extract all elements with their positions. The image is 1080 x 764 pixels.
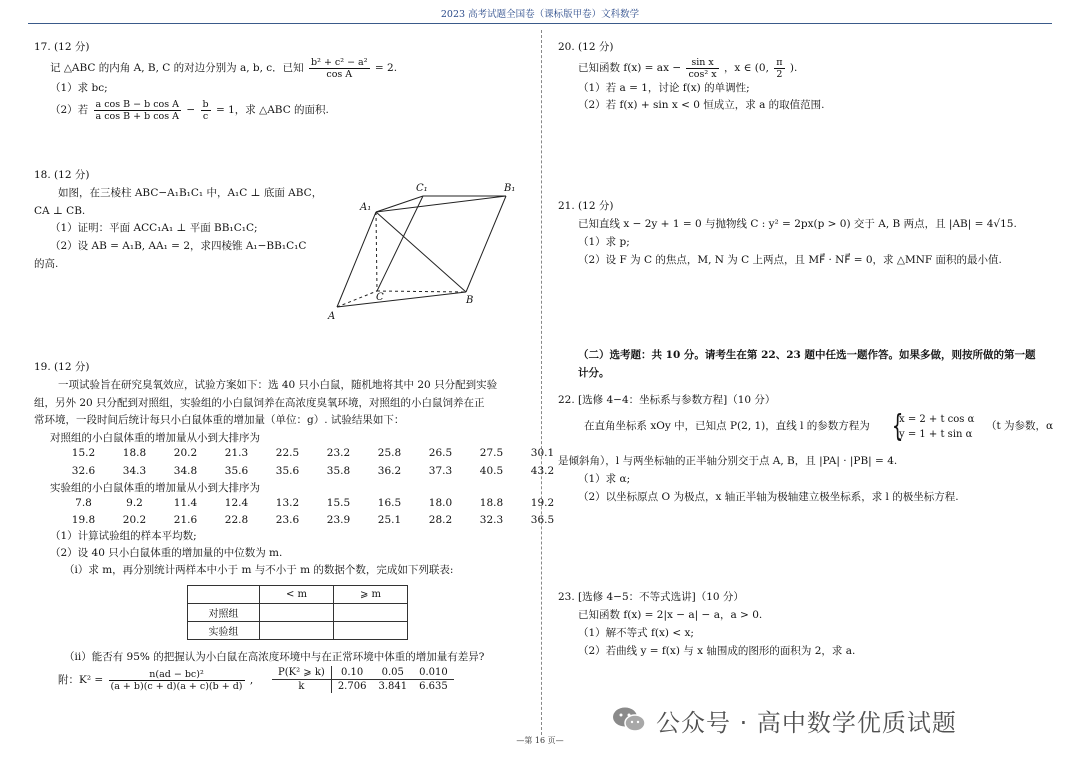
label-b1: B₁ <box>504 183 516 194</box>
data-value: 36.2 <box>377 465 402 477</box>
data-value: 35.6 <box>224 465 249 477</box>
q19-k2-num: n(ad − bc)² <box>109 669 245 681</box>
q20-part2: （2）若 f(x) + sin x < 0 恒成立，求 a 的取值范围. <box>578 99 825 111</box>
q22-eq2: y = 1 + t sin α <box>899 429 973 440</box>
data-value: 35.8 <box>326 465 351 477</box>
q22-part2: （2）以坐标原点 O 为极点，x 轴正半轴为极轴建立极坐标系，求 l 的极坐标方程. <box>578 491 959 503</box>
q22-line1-end: （t 为参数，α <box>986 420 1054 432</box>
data-value: 19.8 <box>71 514 96 526</box>
contingency-header-lt: < m <box>260 586 334 604</box>
data-value: 43.2 <box>530 465 555 477</box>
k-table-value: 3.841 <box>378 681 408 692</box>
q17-p2-den: a cos B + b cos A <box>95 110 180 122</box>
data-value: 32.3 <box>479 514 504 526</box>
q19-title: 19. (12 分) <box>34 361 90 373</box>
q20-given-lead: 已知函数 f(x) = ax − <box>578 62 682 74</box>
q17-part2-end: = 1，求 △ABC 的面积. <box>215 104 329 116</box>
q22-brace: { <box>891 409 904 444</box>
k-table-prob: 0.05 <box>372 666 413 680</box>
q17-part1: （1）求 bc; <box>50 82 108 94</box>
data-value: 23.2 <box>326 447 351 459</box>
contingency-cell <box>260 622 334 640</box>
q21-part1: （1）求 p; <box>578 236 630 248</box>
q20-frac2 <box>774 57 784 80</box>
data-value: 18.0 <box>428 497 453 509</box>
q18-title: 18. (12 分) <box>34 169 90 181</box>
edge-a1-b <box>376 212 466 292</box>
data-value: 36.5 <box>530 514 555 526</box>
q17-frac-den: cos A <box>326 68 353 80</box>
data-value: 23.6 <box>275 514 300 526</box>
data-value: 34.3 <box>122 465 147 477</box>
k-critical-table <box>272 666 454 693</box>
q17-frac-num: b² + c² − a² <box>311 56 368 68</box>
contingency-cell <box>334 622 408 640</box>
q17-part2-lead: （2）若 <box>50 104 89 116</box>
contingency-table <box>187 585 408 640</box>
q18-part2: （2）设 AB = A₁B, AA₁ = 2，求四棱锥 A₁−BB₁C₁C <box>50 240 307 252</box>
k-table-value: 6.635 <box>419 681 448 692</box>
data-value: 15.5 <box>326 497 351 509</box>
data-value: 21.3 <box>224 447 249 459</box>
q17-p2-den2: c <box>202 110 209 122</box>
q19-formula-comma: , <box>249 674 254 686</box>
q21-title: 21. (12 分) <box>558 200 614 212</box>
watermark <box>612 700 957 740</box>
q19-part2-i: （ⅰ）求 m，再分别统计两样本中小于 m 与不小于 m 的数据个数，完成如下列联表: <box>64 564 454 576</box>
label-a1: A₁ <box>360 202 372 213</box>
q17-part2-frac2 <box>201 99 211 122</box>
wechat-icon <box>612 706 646 734</box>
k-table-k-row <box>272 680 454 694</box>
q23-part1: （1）解不等式 f(x) < x; <box>578 627 694 639</box>
contingency-row-label: 实验组 <box>188 622 260 640</box>
q22-part1: （1）求 α; <box>578 473 631 485</box>
data-value: 16.5 <box>377 497 402 509</box>
q17-part2-frac <box>94 99 182 122</box>
data-value: 21.6 <box>173 514 198 526</box>
q17-p2-num: a cos B − b cos A <box>95 98 180 110</box>
q18-line2: CA ⊥ CB. <box>34 205 86 217</box>
data-value: 28.2 <box>428 514 453 526</box>
q19-exp-label: 实验组的小白鼠体重的增加量从小到大排序为 <box>50 482 260 494</box>
data-value: 7.8 <box>75 497 92 509</box>
q17-title: 17. (12 分) <box>34 41 90 53</box>
page-header: 2023 高考试题全国卷（课标版甲卷）文科数学 <box>28 8 1052 24</box>
prism-figure <box>326 176 526 326</box>
data-value: 34.8 <box>173 465 198 477</box>
contingency-row-experiment <box>188 622 408 640</box>
q18-line1: 如图，在三棱柱 ABC−A₁B₁C₁ 中，A₁C ⊥ 底面 ABC， <box>58 187 323 199</box>
q21-given: 已知直线 x − 2y + 1 = 0 与抛物线 C : y² = 2px(p > 0) 交于 A, B 两点，且 |AB| = 4√15. <box>578 218 1017 230</box>
q23-title: 23. [选修 4−5：不等式选讲]（10 分） <box>558 591 744 603</box>
contingency-row-label: 对照组 <box>188 604 260 622</box>
q17-part2-minus: − <box>186 104 196 116</box>
q17-fraction <box>309 57 370 80</box>
contingency-header-row <box>188 586 408 604</box>
q19-formula <box>58 667 253 693</box>
q20-part1: （1）若 a = 1，讨论 f(x) 的单调性; <box>578 82 750 94</box>
q23-given: 已知函数 f(x) = 2|x − a| − a，a > 0. <box>578 609 763 621</box>
data-value: 12.4 <box>224 497 249 509</box>
q17-given <box>50 56 397 80</box>
k-table-prob-label: P(K² ⩾ k) <box>272 666 331 680</box>
data-value: 11.4 <box>173 497 198 509</box>
q19-exp-row1 <box>58 497 568 509</box>
data-value: 30.1 <box>530 447 555 459</box>
label-b: B <box>466 295 474 306</box>
data-value: 40.5 <box>479 465 504 477</box>
contingency-row-control <box>188 604 408 622</box>
data-value: 35.6 <box>275 465 300 477</box>
q22-line1: 在直角坐标系 xOy 中，已知点 P(2, 1)，直线 l 的参数方程为 <box>584 420 870 432</box>
data-value: 20.2 <box>173 447 198 459</box>
q17-given-end: = 2. <box>374 62 398 74</box>
edge-a1-a <box>337 212 376 307</box>
q17-part2 <box>50 96 329 124</box>
label-c: C <box>376 292 384 303</box>
q19-part2-ii: （ⅱ）能否有 95% 的把握认为小白鼠在高浓度环境中与在正常环境中体重的增加量有差异? <box>64 651 485 663</box>
elective-line1: （二）选考题：共 10 分。请考生在第 22、23 题中任选一题作答。如果多做，则按所做的第一题 <box>578 349 1036 361</box>
contingency-cell <box>334 604 408 622</box>
q19-control-label: 对照组的小白鼠体重的增加量从小到大排序为 <box>50 432 260 444</box>
q19-k2-fraction <box>109 669 245 692</box>
q19-part2: （2）设 40 只小白鼠体重的增加量的中位数为 m. <box>50 547 283 559</box>
q17-p2-num2: b <box>202 98 209 110</box>
q20-given-domain: ，x ∈ (0, <box>723 62 769 74</box>
k-table-prob-row <box>272 666 454 680</box>
data-value: 15.2 <box>71 447 96 459</box>
data-value: 23.9 <box>326 514 351 526</box>
contingency-corner <box>188 586 260 604</box>
data-value: 13.2 <box>275 497 300 509</box>
label-c1: C₁ <box>416 183 428 194</box>
data-value: 19.2 <box>530 497 555 509</box>
q19-exp-row2 <box>58 514 568 526</box>
column-divider <box>541 30 542 735</box>
edge-c1-c <box>377 196 423 291</box>
q19-k2-den: (a + b)(c + d)(a + c)(b + d) <box>110 680 243 692</box>
label-a: A <box>328 311 336 322</box>
q20-frac1-num: sin x <box>686 57 718 69</box>
elective-line2: 计分。 <box>578 367 610 379</box>
q18-part2-cont: 的高. <box>34 258 59 270</box>
k-table-k-label: k <box>272 680 331 694</box>
data-value: 20.2 <box>122 514 147 526</box>
q19-part1: （1）计算试验组的样本平均数; <box>50 530 197 542</box>
edge-c-b <box>377 291 466 292</box>
data-value: 9.2 <box>126 497 143 509</box>
watermark-text: 公众号 · 高中数学优质试题 <box>656 708 957 737</box>
q20-frac2-num: π <box>776 56 783 68</box>
data-value: 37.3 <box>428 465 453 477</box>
q20-given <box>578 55 797 81</box>
contingency-cell <box>260 604 334 622</box>
q22-line2: 是倾斜角），l 与两坐标轴的正半轴分别交于点 A, B，且 |PA| · |PB| = 4. <box>558 455 898 467</box>
data-value: 25.8 <box>377 447 402 459</box>
edge-a1-b1 <box>376 196 506 212</box>
q20-title: 20. (12 分) <box>558 41 614 53</box>
data-value: 18.8 <box>479 497 504 509</box>
edge-a1-c <box>376 212 377 291</box>
edge-b1-b <box>466 196 506 292</box>
q19-line1: 一项试验旨在研究臭氧效应，试验方案如下：选 40 只小白鼠，随机地将其中 20 只分配到实验 <box>58 379 498 391</box>
q20-frac2-den: 2 <box>776 68 783 80</box>
data-value: 22.5 <box>275 447 300 459</box>
q19-control-row2 <box>58 465 568 477</box>
q22-title: 22. [选修 4−4：坐标系与参数方程]（10 分） <box>558 394 776 406</box>
data-value: 25.1 <box>377 514 402 526</box>
q19-formula-lead: 附：K² = <box>58 674 104 686</box>
k-table-prob: 0.010 <box>413 666 454 680</box>
data-value: 27.5 <box>479 447 504 459</box>
q19-line2: 组，另外 20 只分配到对照组，实验组的小白鼠饲养在高浓度臭氧环境，对照组的小白鼠饲养在正 <box>34 397 485 409</box>
contingency-header-ge: ⩾ m <box>334 586 408 604</box>
q17-given-text: 记 △ABC 的内角 A, B, C 的对边分别为 a, b, c．已知 <box>50 62 304 74</box>
q18-part1: （1）证明：平面 ACC₁A₁ ⊥ 平面 BB₁C₁C; <box>50 222 258 234</box>
q19-line3: 常环境，一段时间后统计每只小白鼠体重的增加量（单位：g）. 试验结果如下： <box>34 414 405 426</box>
q23-part2: （2）若曲线 y = f(x) 与 x 轴围成的图形的面积为 2，求 a. <box>578 645 856 657</box>
q20-frac1 <box>686 57 718 80</box>
data-value: 18.8 <box>122 447 147 459</box>
q22-eq1: x = 2 + t cos α <box>899 414 975 425</box>
data-value: 26.5 <box>428 447 453 459</box>
data-value: 32.6 <box>71 465 96 477</box>
data-value: 22.8 <box>224 514 249 526</box>
k-table-value: 2.706 <box>337 681 367 692</box>
q21-part2: （2）设 F 为 C 的焦点，M, N 为 C 上两点，且 MF⃗ · NF⃗ = 0，求 △MNF 面积的最小值. <box>578 254 1002 266</box>
q20-frac1-den: cos² x <box>688 68 717 80</box>
q19-control-row1 <box>58 447 568 459</box>
page-footer: —第 16 页— <box>516 736 564 745</box>
q20-given-end: ). <box>789 62 798 74</box>
k-table-prob: 0.10 <box>331 666 372 680</box>
